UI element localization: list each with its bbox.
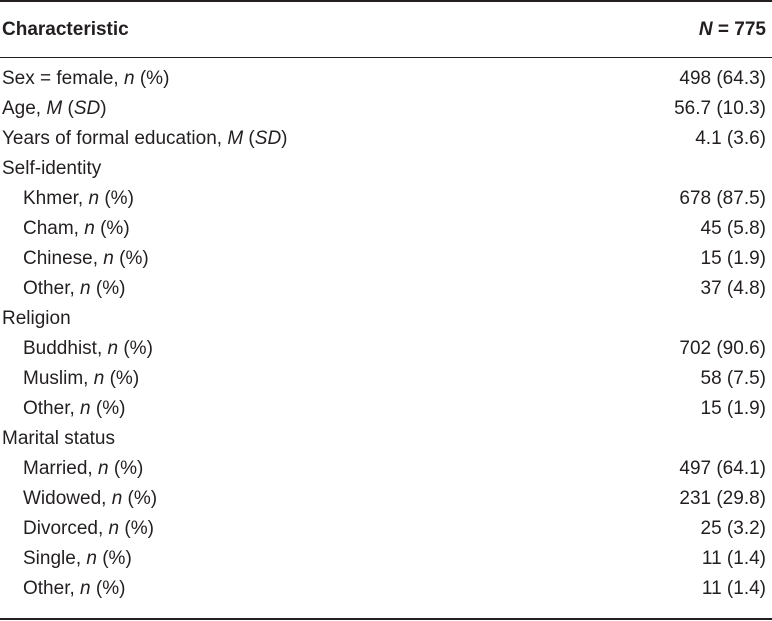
row-label <box>2 304 71 334</box>
header-n-symbol: N <box>698 19 713 40</box>
table-row <box>0 394 772 424</box>
row-label-part: n <box>80 578 91 599</box>
row-label-part: Cham, <box>23 218 85 239</box>
table-header-rule <box>0 57 772 58</box>
row-label-part: (%) <box>119 518 154 539</box>
header-sample-size <box>699 19 766 41</box>
row-value: 4.1 (3.6) <box>695 128 766 149</box>
row-label-part: M <box>227 128 244 149</box>
row-label-part: SD <box>73 98 101 119</box>
row-label-part: SD <box>254 128 282 149</box>
row-label <box>23 574 125 604</box>
row-value: 15 (1.9) <box>700 248 766 269</box>
row-label <box>23 244 149 274</box>
table-row <box>0 214 772 244</box>
row-label <box>2 94 107 124</box>
row-label-part: Single, <box>23 548 87 569</box>
row-value: 37 (4.8) <box>700 278 766 299</box>
row-label-part: Other, <box>23 398 81 419</box>
row-label-part: n <box>103 248 114 269</box>
row-label <box>23 454 143 484</box>
row-label-part: (%) <box>113 248 149 269</box>
row-label-part: n <box>84 218 95 239</box>
row-label-part: Widowed, <box>23 488 112 509</box>
row-label-part: ( <box>243 128 255 149</box>
row-value: 45 (5.8) <box>700 218 766 239</box>
row-value: 58 (7.5) <box>700 368 766 389</box>
row-label-part: (%) <box>134 68 170 89</box>
table-row <box>0 64 772 94</box>
row-label-part: (%) <box>99 188 134 209</box>
row-label-part: ( <box>62 98 74 119</box>
table-row <box>0 184 772 214</box>
row-label-part: Other, <box>23 278 81 299</box>
table-row <box>0 154 772 184</box>
row-label <box>23 544 132 574</box>
row-label-part: (%) <box>90 398 126 419</box>
row-label-part: n <box>107 338 119 359</box>
row-label-part: Muslim, <box>23 368 94 389</box>
row-label-part: n <box>88 188 100 209</box>
row-label-part: Self-identity <box>2 158 102 179</box>
row-label-part: n <box>80 398 91 419</box>
row-label-part: Married, <box>23 458 98 479</box>
row-label-part: ) <box>100 98 107 119</box>
row-label-part: (%) <box>90 578 126 599</box>
table-row <box>0 244 772 274</box>
row-label-part: n <box>123 68 135 89</box>
table-row <box>0 304 772 334</box>
row-label-part: Chinese, <box>23 248 104 269</box>
row-label <box>23 364 139 394</box>
row-label-part: Buddhist, <box>23 338 108 359</box>
row-label-part: (%) <box>108 458 144 479</box>
row-label <box>2 154 101 184</box>
row-label-part: n <box>108 518 120 539</box>
row-label-part: Khmer, <box>23 188 89 209</box>
row-label-part: Marital status <box>2 428 115 449</box>
row-label-part: (%) <box>122 488 158 509</box>
row-label-part: (%) <box>96 548 132 569</box>
row-label-part: n <box>86 548 97 569</box>
row-label <box>23 214 130 244</box>
row-value: 25 (3.2) <box>700 518 766 539</box>
row-value: 231 (29.8) <box>679 488 766 509</box>
row-label-part: n <box>80 278 91 299</box>
row-value: 678 (87.5) <box>679 188 766 209</box>
row-label-part: n <box>111 488 123 509</box>
header-n-value: = 775 <box>712 19 766 40</box>
row-value: 15 (1.9) <box>700 398 766 419</box>
table-row <box>0 574 772 604</box>
row-label <box>2 124 288 154</box>
row-label-part: Age, <box>2 98 47 119</box>
table-row <box>0 364 772 394</box>
table-row <box>0 94 772 124</box>
row-label-part: M <box>46 98 63 119</box>
row-label <box>23 274 125 304</box>
row-label <box>23 484 157 514</box>
header-characteristic: Characteristic <box>2 19 129 40</box>
row-label-part: Divorced, <box>23 518 109 539</box>
table-header-row <box>0 2 772 57</box>
table-row <box>0 124 772 154</box>
table-row <box>0 334 772 364</box>
table-row <box>0 274 772 304</box>
row-label <box>23 184 134 214</box>
row-label <box>23 394 125 424</box>
row-value: 56.7 (10.3) <box>674 98 766 119</box>
row-label-part: ) <box>281 128 288 149</box>
row-value: 11 (1.4) <box>701 578 766 599</box>
row-label-part: Other, <box>23 578 81 599</box>
table-row <box>0 544 772 574</box>
table-row <box>0 424 772 454</box>
row-value: 702 (90.6) <box>679 338 766 359</box>
row-label <box>2 424 115 454</box>
table-row <box>0 454 772 484</box>
row-label <box>23 514 154 544</box>
row-label <box>23 334 153 364</box>
row-value: 11 (1.4) <box>701 548 766 569</box>
row-label-part: (%) <box>94 218 130 239</box>
row-label-part: (%) <box>118 338 153 359</box>
row-label-part: Religion <box>2 308 71 329</box>
row-value: 498 (64.3) <box>679 68 766 89</box>
row-label-part: Sex = female, <box>2 68 124 89</box>
row-label-part: (%) <box>90 278 126 299</box>
row-label-part: (%) <box>104 368 140 389</box>
row-label <box>2 64 169 94</box>
table-row <box>0 514 772 544</box>
row-label-part: n <box>93 368 105 389</box>
table-body <box>0 64 772 604</box>
row-label-part: Years of formal education, <box>2 128 228 149</box>
row-label-part: n <box>97 458 109 479</box>
table-bottom-rule <box>0 618 772 620</box>
row-value: 497 (64.1) <box>679 458 766 479</box>
table-row <box>0 484 772 514</box>
